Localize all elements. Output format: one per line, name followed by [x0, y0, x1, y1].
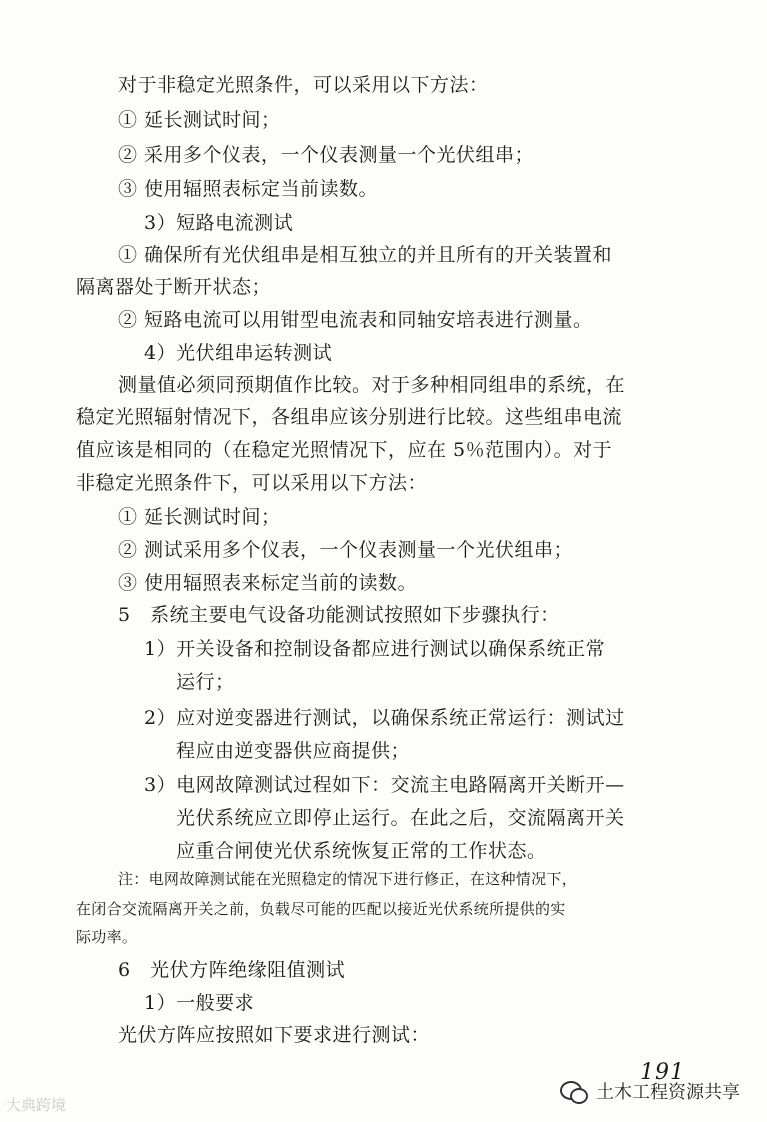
page-number: 191 — [640, 1060, 685, 1085]
watermark-right-text: 土木工程资源共享 — [596, 1082, 740, 1103]
text-line: ① 延长测试时间； — [118, 506, 281, 528]
note-line: 际功率。 — [76, 928, 138, 946]
text-line: 2）应对逆变器进行测试，以确保系统正常运行：测试过 — [144, 707, 625, 729]
text-line: 非稳定光照条件下，可以采用以下方法： — [76, 472, 428, 494]
text-line: ② 采用多个仪表，一个仪表测量一个光伏组串； — [118, 144, 535, 166]
watermark-left-text: 大典跨境 — [6, 1096, 67, 1114]
watermark-right — [560, 1078, 740, 1104]
text-line: 运行； — [176, 671, 235, 693]
watermark-left — [6, 1094, 66, 1115]
text-line: 程应由逆变器供应商提供； — [176, 740, 411, 762]
text-line: 测量值必须同预期值作比较。对于多种相同组串的系统，在 — [118, 374, 626, 396]
note-line: 在闭合交流隔离开关之前，负载尽可能的匹配以接近光伏系统所提供的实 — [76, 900, 566, 918]
text-line: 对于非稳定光照条件，可以采用以下方法： — [118, 74, 489, 96]
text-line: 稳定光照辐射情况下，各组串应该分别进行比较。这些组串电流 — [76, 406, 623, 428]
text-line: 光伏系统应立即停止运行。在此之后，交流隔离开关 — [176, 807, 625, 829]
text-line: 光伏方阵应按照如下要求进行测试： — [118, 1024, 431, 1046]
text-line: ③ 使用辐照表标定当前读数。 — [118, 178, 379, 200]
text-line: ① 延长测试时间； — [118, 109, 281, 131]
text-line: ② 短路电流可以用钳型电流表和同轴安培表进行测量。 — [118, 309, 593, 331]
wechat-icon — [560, 1079, 588, 1103]
text-line: 应重合闸使光伏系统恢复正常的工作状态。 — [176, 840, 547, 862]
text-line: 值应该是相同的（在稳定光照情况下，应在 5％范围内）。对于 — [76, 439, 613, 461]
subheading: 1）一般要求 — [144, 992, 255, 1014]
text-line: 3）电网故障测试过程如下：交流主电路隔离开关断开— — [144, 774, 625, 796]
subheading: 3）短路电流测试 — [144, 212, 294, 234]
section-heading: 6 光伏方阵绝缘阻值测试 — [118, 959, 346, 981]
text-line: ③ 使用辐照表来标定当前的读数。 — [118, 572, 418, 594]
note-line: 注：电网故障测试能在光照稳定的情况下进行修正，在这种情况下， — [118, 870, 578, 888]
text-line: 1）开关设备和控制设备都应进行测试以确保系统正常 — [144, 638, 606, 660]
section-heading: 5 系统主要电气设备功能测试按照如下步骤执行： — [118, 604, 560, 626]
subheading: 4）光伏组串运转测试 — [144, 342, 333, 364]
text-line: ② 测试采用多个仪表，一个仪表测量一个光伏组串； — [118, 539, 574, 561]
text-line: ① 确保所有光伏组串是相互独立的并且所有的开关装置和 — [118, 244, 613, 266]
text-line: 隔离器处于断开状态； — [76, 276, 272, 298]
